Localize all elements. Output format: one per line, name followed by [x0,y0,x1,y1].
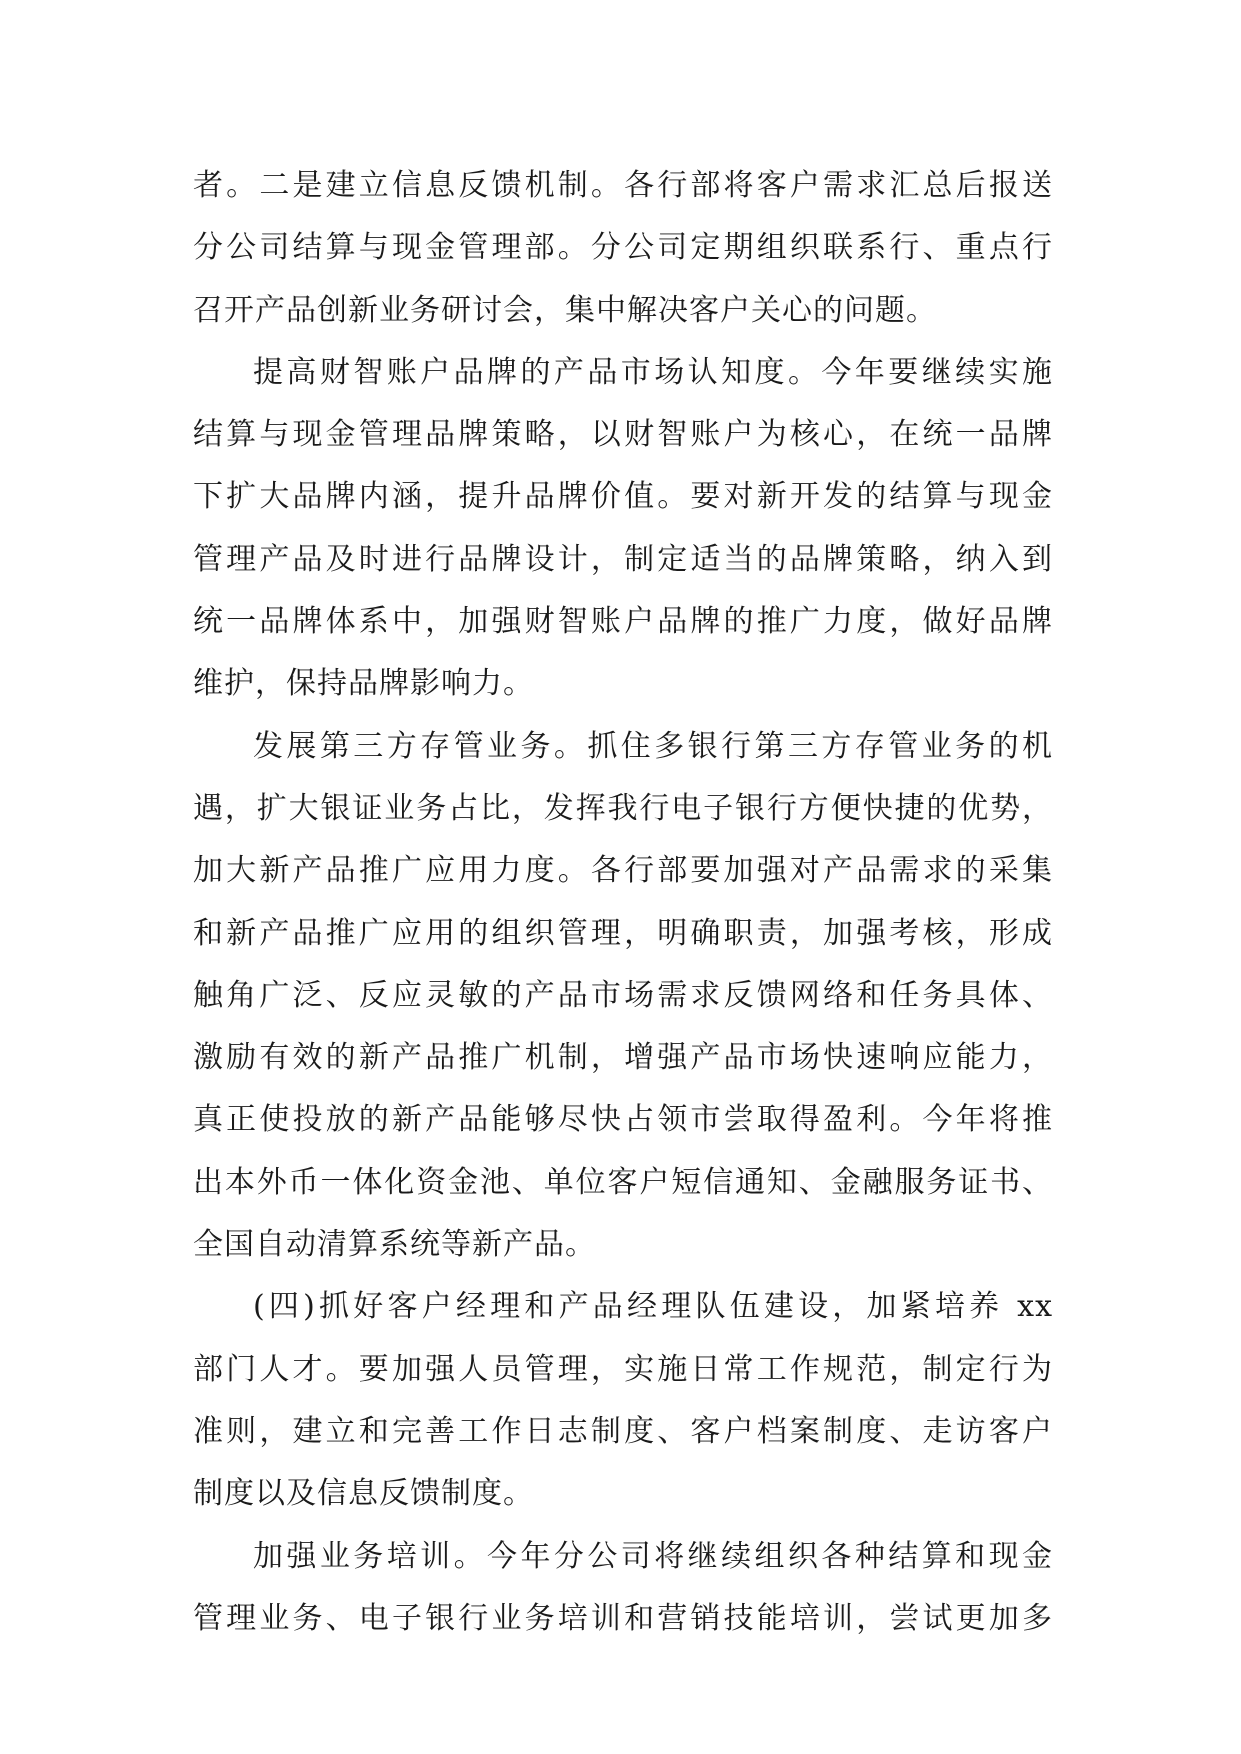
text-line: 者。二是建立信息反馈机制。各行部将客户需求汇总后报送 [193,168,1053,203]
text-line: 准则，建立和完善工作日志制度、客户档案制度、走访客户 [193,1413,1053,1449]
document-body [193,155,1053,1650]
paragraph [193,1526,1053,1651]
paragraph [193,342,1053,716]
text-line: 发展第三方存管业务。抓住多银行第三方存管业务的机 [253,728,1053,764]
text-line: (四)抓好客户经理和产品经理队伍建设，加紧培养 xx [253,1289,1053,1325]
text-line: 下扩大品牌内涵，提升品牌价值。要对新开发的结算与现金 [193,479,1053,515]
text-line: 管理产品及时进行品牌设计，制定适当的品牌策略，纳入到 [193,541,1053,577]
text-line: 部门人才。要加强人员管理，实施日常工作规范，制定行为 [193,1351,1053,1387]
text-line: 提高财智账户品牌的产品市场认知度。今年要继续实施 [253,354,1053,390]
text-line: 制度以及信息反馈制度。 [193,1476,534,1512]
text-line: 遇，扩大银证业务占比，发挥我行电子银行方便快捷的优势， [193,790,1053,826]
text-line: 出本外币一体化资金池、单位客户短信通知、金融服务证书、 [193,1164,1053,1200]
text-line: 全国自动清算系统等新产品。 [193,1227,596,1263]
text-line: 结算与现金管理品牌策略，以财智账户为核心，在统一品牌 [193,417,1053,453]
text-line: 真正使投放的新产品能够尽快占领市尝取得盈利。今年将推 [193,1102,1053,1138]
text-line: 加大新产品推广应用力度。各行部要加强对产品需求的采集 [193,853,1053,889]
text-line: 和新产品推广应用的组织管理，明确职责，加强考核，形成 [193,915,1053,951]
text-line: 维护，保持品牌影响力。 [193,666,534,702]
text-line: 召开产品创新业务研讨会，集中解决客户关心的问题。 [193,292,937,328]
text-line: 触角广泛、反应灵敏的产品市场需求反馈网络和任务具体、 [193,977,1053,1013]
paragraph [193,1276,1053,1525]
text-line: 激励有效的新产品推广机制，增强产品市场快速响应能力， [193,1040,1053,1076]
text-line: 统一品牌体系中，加强财智账户品牌的推广力度，做好品牌 [193,604,1053,640]
text-line: 管理业务、电子银行业务培训和营销技能培训，尝试更加多 [193,1600,1053,1636]
text-line: 加强业务培训。今年分公司将继续组织各种结算和现金 [253,1538,1053,1574]
paragraph [193,155,1053,342]
paragraph [193,716,1053,1277]
text-line: 分公司结算与现金管理部。分公司定期组织联系行、重点行 [193,230,1053,266]
